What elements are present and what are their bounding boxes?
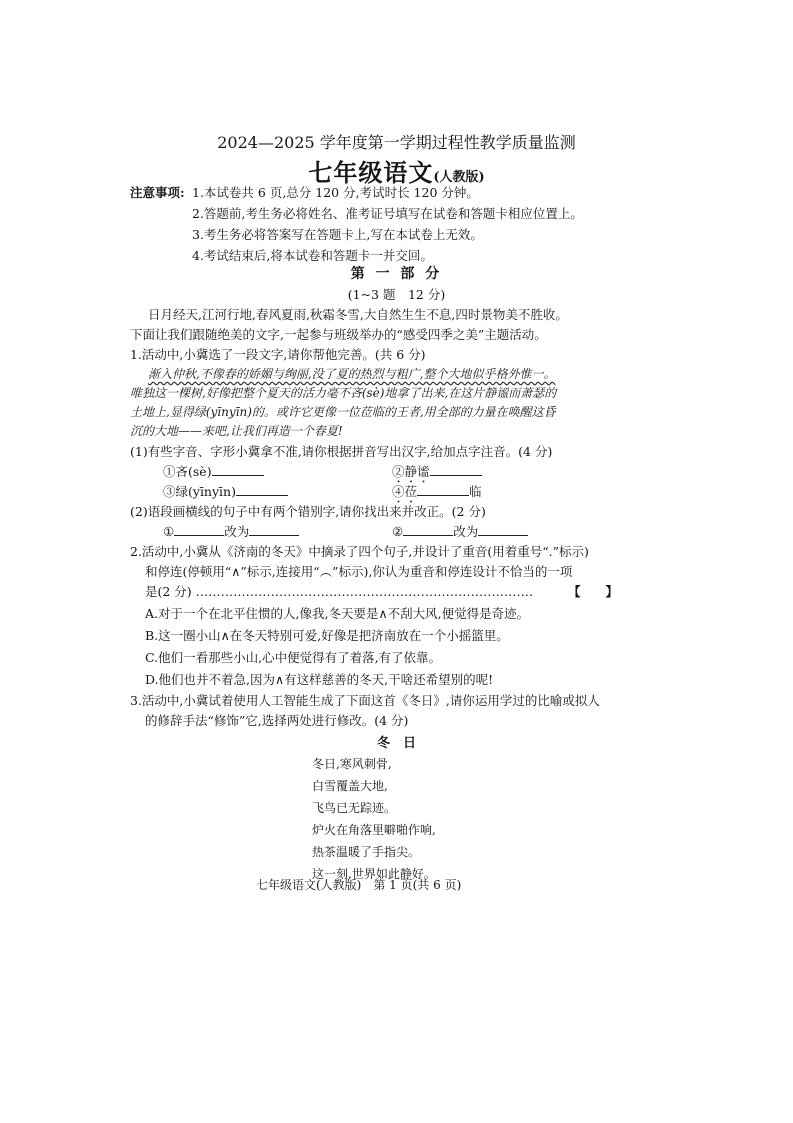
q1-item-suffix: 临 — [469, 484, 482, 499]
fix-label: 改为 — [453, 524, 479, 539]
q1-item-label: ②静谧 — [392, 464, 430, 479]
answer-blank[interactable] — [249, 523, 299, 536]
fix-label: 改为 — [224, 524, 250, 539]
page-footer: 七年级语文(人教版) 第 1 页(共 6 页) — [256, 878, 462, 892]
edition-label: (人教版) — [433, 170, 485, 185]
answer-blank[interactable] — [403, 523, 453, 536]
q1-fix — [163, 522, 299, 540]
answer-blank[interactable] — [236, 483, 288, 496]
q1-passage-line: 渐入仲秋,不像春的娇媚与绚丽,没了夏的热烈与粗广,整个大地似乎格外惟一。 — [148, 367, 556, 381]
poem-line: 这一刻,世界如此静好。 — [312, 867, 436, 881]
q1-item — [163, 482, 288, 500]
answer-blank[interactable] — [430, 463, 482, 476]
part-subtitle: (1~3 题 12 分) — [347, 287, 446, 302]
q1-passage-line: 唯独这一棵树,好像把整个夏天的活力毫不吝(sè)地拿了出来,在这片静谧而萧瑟的 — [130, 386, 557, 400]
poem-line: 热茶温暖了手指尖。 — [312, 845, 421, 859]
answer-blank[interactable] — [417, 483, 469, 496]
q1-item-label: ④莅 — [392, 484, 418, 499]
q2-stem: 和停连(停顿用“∧”标示,连接用“︵”标示),你认为重音和停连设计不恰当的一项 — [145, 564, 573, 579]
q1-sub2: (2)语段画横线的句子中有两个错别字,请你找出来并改正。(2 分) — [130, 504, 486, 519]
q2-option-c: C.他们一看那些小山,心中便觉得有了着落,有了依靠。 — [145, 650, 442, 665]
fix-number: ② — [392, 524, 404, 539]
notice-item: 4.考试结束后,将本试卷和答题卡一并交回。 — [192, 248, 433, 263]
q1-stem: 1.活动中,小冀选了一段文字,请你帮他完善。(共 6 分) — [130, 347, 426, 362]
poem-line: 炉火在角落里噼啪作响, — [312, 823, 436, 837]
notice-item: 2.答题前,考生务必将姓名、准考证号填写在试卷和答题卡相应位置上。 — [192, 206, 583, 221]
q2-option-a: A.对于一个在北平住惯的人,像我,冬天要是∧不刮大风,便觉得是奇迹。 — [145, 606, 530, 621]
answer-blank[interactable] — [174, 523, 224, 536]
notice-label: 注意事项: — [130, 185, 185, 200]
poem-line: 冬日,寒风刺骨, — [312, 757, 392, 771]
q1-passage-line: 土地上,显得绿(yīnyīn)的。或许它更像一位莅临的王者,用全部的力量在唤醒这昏 — [130, 405, 556, 419]
q2-option-d: D.他们也并不着急,因为∧有这样慈善的冬天,干啥还希望别的呢! — [145, 672, 494, 687]
q1-sub1: (1)有些字音、字形小冀拿不准,请你根据拼音写出汉字,给加点字注音。(4 分) — [130, 444, 553, 459]
q2-stem-text: 是(2 分) — [145, 584, 192, 599]
q2-stem-last — [145, 582, 635, 600]
q2-leader-dots: ……………………………………………………………………… — [195, 584, 534, 599]
answer-blank[interactable] — [478, 523, 528, 536]
intro-line: 下面让我们跟随绝美的文字,一起参与班级举办的“感受四季之美”主题活动。 — [130, 327, 547, 342]
q1-item-label: ①吝(sè) — [163, 464, 212, 479]
q1-passage-line: 沉的大地——来吧,让我们再造一个春夏! — [130, 424, 343, 438]
notice-item: 3.考生务必将答案写在答题卡上,写在本试卷上无效。 — [192, 227, 483, 242]
q1-item-label: ③绿(yīnyīn) — [163, 484, 236, 499]
fix-number: ① — [163, 524, 175, 539]
q3-stem: 的修辞手法“修饰”它,选择两处进行修改。(4 分) — [145, 713, 409, 728]
intro-line: 日月经天,江河行地,春风夏雨,秋霜冬雪,大自然生生不息,四时景物美不胜收。 — [148, 307, 568, 322]
q2-option-b: B.这一圈小山∧在冬天特别可爱,好像是把济南放在一个小摇篮里。 — [145, 628, 509, 643]
q1-fix — [392, 522, 528, 540]
part-title: 第 一 部 分 — [350, 266, 443, 282]
poem-title: 冬 日 — [376, 736, 416, 751]
answer-blank[interactable] — [212, 463, 264, 476]
q1-item — [163, 462, 264, 480]
notice-item: 1.本试卷共 6 页,总分 120 分,考试时长 120 分钟。 — [192, 185, 479, 200]
q3-stem: 3.活动中,小冀试着使用人工智能生成了下面这首《冬日》,请你运用学过的比喻或拟人 — [130, 693, 600, 708]
exam-title: 2024—2025 学年度第一学期过程性教学质量监测 — [217, 133, 576, 152]
q2-stem: 2.活动中,小冀从《济南的冬天》中摘录了四个句子,并设计了重音(用着重号“.”标示) — [130, 544, 589, 559]
subject-name: 七年级语文 — [308, 158, 434, 187]
poem-line: 白雪覆盖大地, — [312, 779, 388, 793]
poem-line: 飞鸟已无踪迹。 — [312, 801, 397, 815]
answer-bracket[interactable]: 【 】 — [568, 584, 619, 599]
